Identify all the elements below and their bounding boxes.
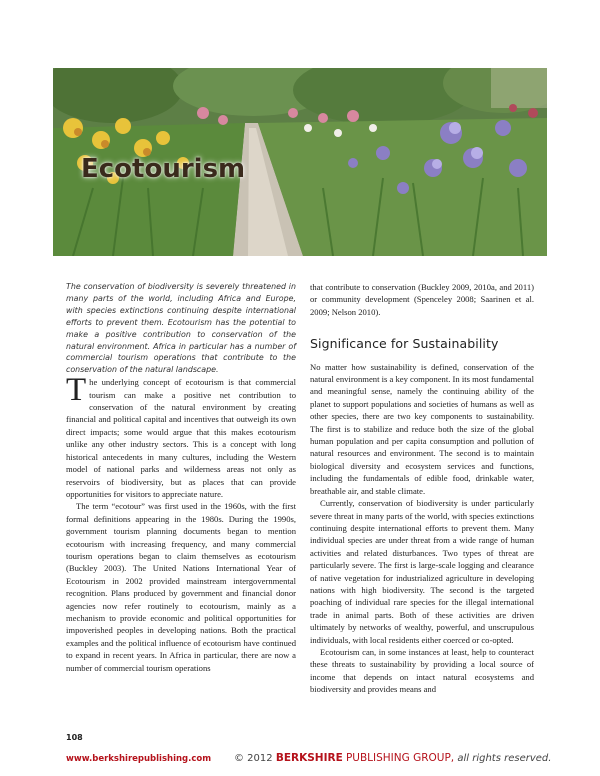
body-paragraph-3: No matter how sustainability is defined, conservation of the natural environment is a key component. In its most fundamental and meaningful sense, namely the continuing ability of the planet to support populations and societies of humans as well as other species, there are two key components to sustainability. The first is to stabilize and reduce both the size of the global human population and per capita consumption and pollution of natural resources and environment. The second is to maintain biological diversity and ecosystem services and functions, including the fundamentals of edible food, drinkable water, breathable air, and stable climate.	[310, 361, 534, 496]
body-paragraph-2: The term “ecotour” was first used in the 1960s, with the first formal definitions appearing in the 1980s. During the 1990s, government tourism planning documents began to mention ecotourism with increasing frequency, and many commercial tourism operations began to claim themselves as ecotourism (Buckley 2003). The United Nations International Year of Ecotourism in 2002 provided mainstream intergovernmental recognition. Plans produced by government and financial donor agencies now refer routinely to ecotourism, mainly as a mechanism to provide economic and political opportunities for impoverished peoples in developing nations. Both the practical examples and the political influence of ecotourism have continued to expand in recent years. In Africa in particular, there are now a number of commercial tourism operations	[66, 501, 296, 673]
paragraph-1-text: he underlying concept of ecotourism is that commercial tourism can make a positive net contribution to conservation of the natural environment by creating financial and political capital and incentives that outweigh its own direct impacts; some would argue that this makes ecotourism unlike any other industry sectors. This is a concept with long historical antecedents in many cultures, including the Western model of national parks and wilderness areas not only as reservoirs of biodiversity, but as places that can provide opportunities for visitors to appreciate nature.	[66, 377, 296, 499]
intro-abstract: The conservation of biodiversity is severely threatened in many parts of the world, including Africa and Europe, with species extinctions continuing despite international efforts to prevent them. Ecotourism has the potential to make a positive contribution to conservation of the natural environment. Africa in particular has a number of commercial tourism operations that contribute to the conservation of the natural landscape.	[66, 282, 296, 375]
publisher-url[interactable]: www.berkshirepublishing.com	[66, 754, 212, 764]
page-number: 108	[66, 733, 83, 742]
copyright-notice	[234, 752, 551, 764]
right-column	[310, 281, 534, 696]
drop-cap: T	[66, 372, 87, 409]
body-paragraph-1	[66, 372, 296, 500]
brand-name: BERKSHIRE	[275, 752, 343, 764]
rights-text: all rights reserved.	[457, 753, 552, 764]
footer	[66, 752, 552, 764]
section-heading: Significance for Sustainability	[310, 336, 499, 352]
body-paragraph-4: Currently, conservation of biodiversity is under particularly severe threat in many parts of the world, with species extinctions continuing despite international efforts to prevent them. Many individual species are under threat from a wide range of human activities and related disturbances. Two types of threat are particularly severe. The first is large-scale logging and clearance of native vegetation for industrialized agriculture in developing nations with high biodiversity. The second is the targeted poaching of individual rare species for the illegal international trade in animal parts. Both of these activities are driven ultimately by networks of wealthy, powerful, and unscrupulous individuals, with local residents either coerced or co-opted.	[310, 498, 534, 645]
publisher-name: PUBLISHING GROUP,	[345, 752, 455, 764]
body-paragraph-5: Ecotourism can, in some instances at least, help to counteract these threats to sustainability by providing a local source of income that depends on intact natural ecosystems and biodiversity and provides means and	[310, 646, 534, 695]
body-paragraph-continued: that contribute to conservation (Buckley 2009, 2010a, and 2011) or community development (Spenceley 2008; Saarinen et al. 2009; Nelson 2010).	[310, 282, 534, 317]
page-title: Ecotourism	[81, 154, 246, 184]
copyright-year: © 2012	[234, 753, 273, 764]
left-column	[66, 281, 296, 674]
header-photo	[53, 68, 547, 256]
